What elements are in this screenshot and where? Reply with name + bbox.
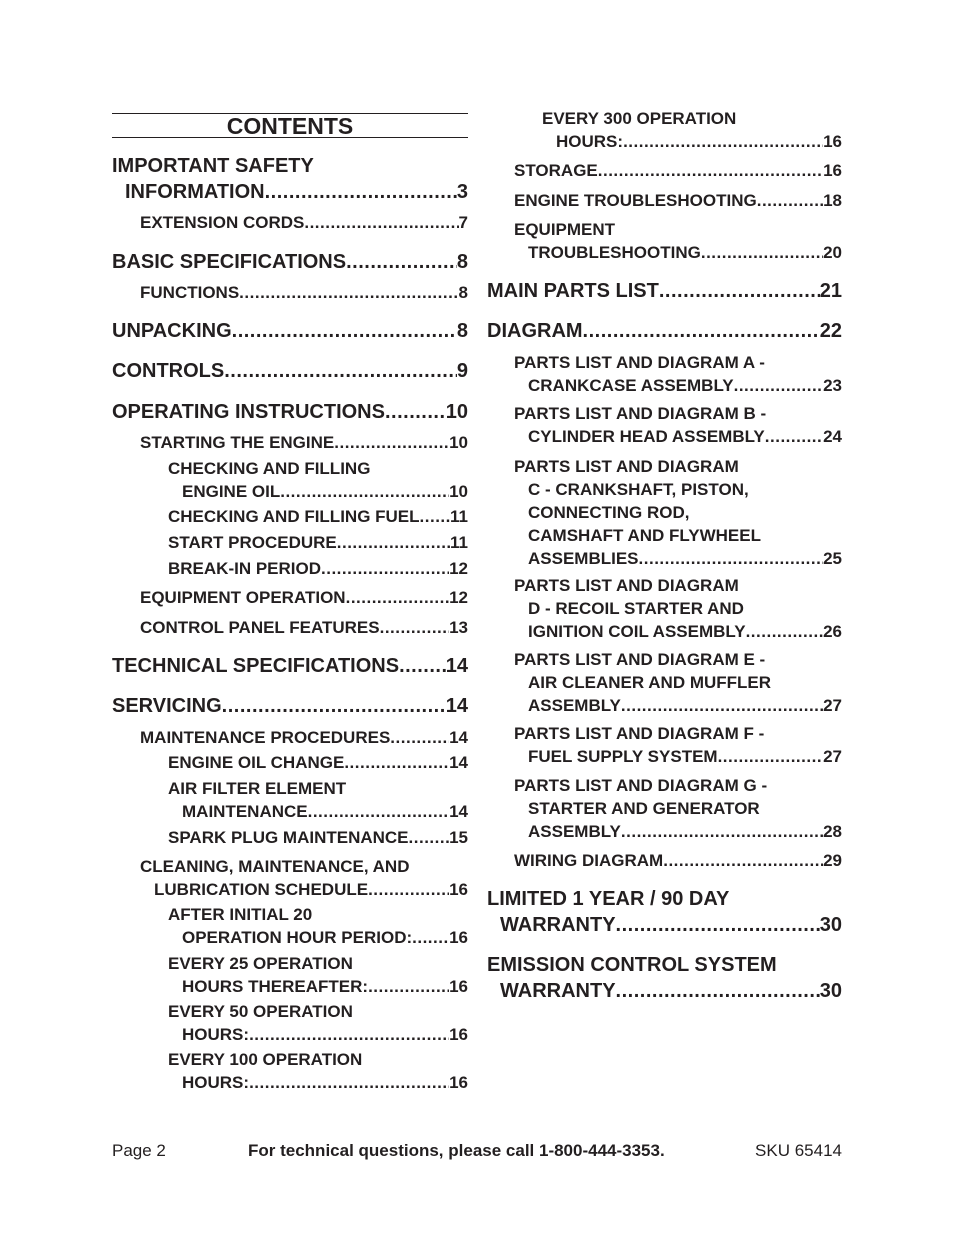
toc-entry-controls[interactable] <box>112 358 468 384</box>
leader-dots <box>621 820 823 843</box>
toc-entry-title: MAINTENANCE PROCEDURES <box>140 728 391 747</box>
toc-entry-title: STARTER AND GENERATOR <box>528 799 760 818</box>
toc-entry-diagram-f[interactable] <box>514 722 842 768</box>
toc-entry-page: 10 <box>445 401 468 423</box>
leader-dots <box>368 878 449 901</box>
toc-entry-title: MAIN PARTS LIST <box>487 280 659 302</box>
toc-entry-page: 13 <box>449 618 468 637</box>
toc-entry-wiring-diagram[interactable] <box>514 849 842 872</box>
toc-entry-title: HOURS: <box>182 1025 250 1044</box>
leader-dots <box>249 1023 449 1046</box>
toc-entry-title: MAINTENANCE <box>182 802 308 821</box>
leader-dots <box>390 726 449 749</box>
toc-entry-title: PARTS LIST AND DIAGRAM E - <box>514 650 766 669</box>
toc-entry-title: UNPACKING <box>112 320 232 342</box>
toc-entry-page: 12 <box>449 559 468 578</box>
toc-entry-diagram-e[interactable] <box>514 648 842 717</box>
toc-entry-title: OPERATING INSTRUCTIONS <box>112 401 385 423</box>
toc-entry-title: STARTING THE ENGINE <box>140 433 335 452</box>
leader-dots <box>734 374 823 397</box>
toc-entry-page: 27 <box>823 696 842 715</box>
leader-dots <box>757 189 823 212</box>
leader-dots <box>639 547 824 570</box>
toc-entry-title: FUNCTIONS <box>140 283 240 302</box>
toc-entry-title: C - CRANKSHAFT, PISTON, <box>528 480 749 499</box>
leader-dots <box>308 800 449 823</box>
leader-dots <box>344 751 449 774</box>
leader-dots <box>412 926 449 949</box>
toc-entry-title: EXTENSION CORDS <box>140 213 305 232</box>
toc-entry-page: 15 <box>449 828 468 847</box>
toc-entry-page: 16 <box>449 880 468 899</box>
toc-entry-title: EQUIPMENT OPERATION <box>140 588 346 607</box>
toc-entry-page: 16 <box>449 928 468 947</box>
toc-entry-title: CYLINDER HEAD ASSEMBLY <box>528 427 765 446</box>
toc-entry-title: CHECKING AND FILLING <box>168 459 371 478</box>
leader-dots <box>746 620 824 643</box>
toc-entry-operating-instructions[interactable] <box>112 399 468 425</box>
leader-dots <box>368 975 449 998</box>
leader-dots <box>399 653 446 679</box>
toc-entry-title: BASIC SPECIFICATIONS <box>112 251 347 273</box>
toc-entry-title: ASSEMBLY <box>528 696 621 715</box>
toc-entry-emission-warranty[interactable] <box>487 952 842 1004</box>
leader-dots <box>765 425 823 448</box>
toc-entry-title: AIR CLEANER AND MUFFLER <box>528 673 772 692</box>
toc-entry-title: EVERY 50 OPERATION <box>168 1002 353 1021</box>
tech-support-line: For technical questions, please call 1-800-444-3353. <box>248 1141 665 1160</box>
toc-entry-basic-specifications[interactable] <box>112 249 468 275</box>
toc-entry-title: D - RECOIL STARTER AND <box>528 599 744 618</box>
toc-entry-page: 22 <box>819 320 842 342</box>
leader-dots <box>623 130 823 153</box>
toc-entry-checking-filling-fuel[interactable] <box>168 505 468 528</box>
toc-entry-engine-oil-change[interactable] <box>168 751 468 774</box>
toc-entry-title: FUEL SUPPLY SYSTEM <box>528 747 718 766</box>
toc-entry-title: AIR FILTER ELEMENT <box>168 779 347 798</box>
toc-entry-page: 14 <box>449 753 468 772</box>
toc-entry-page: 20 <box>823 243 842 262</box>
toc-entry-page: 16 <box>449 1073 468 1092</box>
toc-entry-engine-troubleshooting[interactable] <box>514 189 842 212</box>
toc-entry-page: 18 <box>823 191 842 210</box>
toc-entry-page: 10 <box>449 433 468 452</box>
toc-entry-title: CAMSHAFT AND FLYWHEEL <box>528 526 761 545</box>
page-number: Page 2 <box>112 1141 166 1160</box>
leader-dots <box>409 826 450 849</box>
toc-entry-main-parts-list[interactable] <box>487 278 842 304</box>
toc-entry-title: WARRANTY <box>500 914 616 936</box>
toc-entry-page: 29 <box>823 851 842 870</box>
toc-entry-title: EVERY 25 OPERATION <box>168 954 353 973</box>
toc-entry-title: TECHNICAL SPECIFICATIONS <box>112 655 400 677</box>
toc-entry-page: 7 <box>458 213 468 232</box>
toc-entry-important-safety[interactable] <box>112 153 468 205</box>
toc-entry-every-300[interactable] <box>542 107 842 153</box>
toc-entry-page: 8 <box>456 251 468 273</box>
toc-entry-title: PARTS LIST AND DIAGRAM <box>514 576 739 595</box>
toc-entry-servicing[interactable] <box>112 693 468 719</box>
toc-entry-extension-cords[interactable] <box>140 211 468 234</box>
toc-entry-title: ENGINE OIL CHANGE <box>168 753 345 772</box>
leader-dots <box>280 480 449 503</box>
toc-entry-after-initial-20[interactable] <box>168 903 468 949</box>
leader-dots <box>621 694 823 717</box>
toc-entry-title: CONTROLS <box>112 360 225 382</box>
toc-entry-every-50[interactable] <box>168 1000 468 1046</box>
toc-entry-page: 10 <box>449 482 468 501</box>
toc-entry-limited-warranty[interactable] <box>487 886 842 938</box>
toc-entry-title: HOURS: <box>556 132 624 151</box>
toc-entry-diagram-g[interactable] <box>514 774 842 843</box>
toc-entry-page: 11 <box>450 533 468 552</box>
toc-entry-page: 14 <box>449 728 468 747</box>
page-footer <box>112 1140 842 1162</box>
toc-entry-maintenance-procedures[interactable] <box>140 726 468 749</box>
toc-entry-page: 23 <box>823 376 842 395</box>
toc-entry-title: ASSEMBLY <box>528 822 621 841</box>
toc-entry-page: 14 <box>449 802 468 821</box>
toc-entry-title: INFORMATION <box>125 181 265 203</box>
toc-entry-page: 16 <box>823 132 842 151</box>
toc-entry-title: LUBRICATION SCHEDULE <box>154 880 369 899</box>
toc-entry-title: ASSEMBLIES <box>528 549 639 568</box>
toc-entry-page: 28 <box>823 822 842 841</box>
leader-dots <box>239 281 458 304</box>
toc-entry-control-panel-features[interactable] <box>140 616 468 639</box>
toc-entry-title: CHECKING AND FILLING FUEL <box>168 507 420 526</box>
toc-entry-title: PARTS LIST AND DIAGRAM F - <box>514 724 765 743</box>
toc-entry-title: CONNECTING ROD, <box>528 503 690 522</box>
toc-entry-page: 26 <box>823 622 842 641</box>
toc-entry-title: IMPORTANT SAFETY <box>112 155 314 177</box>
toc-entry-title: STORAGE <box>514 161 598 180</box>
toc-entry-title: WIRING DIAGRAM <box>514 851 664 870</box>
toc-entry-diagram-c[interactable] <box>514 455 842 570</box>
leader-dots <box>222 693 446 719</box>
toc-entry-page: 8 <box>458 283 468 302</box>
leader-dots <box>224 358 457 384</box>
toc-entry-page: 9 <box>456 360 468 382</box>
toc-entry-page: 30 <box>819 980 842 1002</box>
leader-dots <box>304 211 458 234</box>
toc-entry-page: 16 <box>823 161 842 180</box>
toc-entry-page: 16 <box>449 1025 468 1044</box>
toc-entry-every-100[interactable] <box>168 1048 468 1094</box>
toc-entry-diagram-b[interactable] <box>514 402 842 448</box>
leader-dots <box>249 1071 449 1094</box>
leader-dots <box>385 399 446 425</box>
toc-entry-page: 25 <box>823 549 842 568</box>
leader-dots <box>337 531 450 554</box>
leader-dots <box>334 431 449 454</box>
toc-entry-title: SERVICING <box>112 695 222 717</box>
toc-entry-title: EMISSION CONTROL SYSTEM <box>487 954 777 976</box>
toc-entry-title: EQUIPMENT <box>514 220 616 239</box>
leader-dots <box>346 249 457 275</box>
leader-dots <box>718 745 824 768</box>
toc-entry-title: ENGINE TROUBLESHOOTING <box>514 191 757 210</box>
toc-entry-title: CRANKCASE ASSEMBLY <box>528 376 734 395</box>
toc-entry-spark-plug-maintenance[interactable] <box>168 826 468 849</box>
toc-entry-title: ENGINE OIL <box>182 482 281 501</box>
toc-entry-page: 11 <box>450 507 468 526</box>
toc-entry-break-in-period[interactable] <box>168 557 468 580</box>
sku-label: SKU 65414 <box>755 1141 842 1160</box>
toc-entry-every-25[interactable] <box>168 952 468 998</box>
leader-dots <box>232 318 457 344</box>
toc-entry-title: BREAK-IN PERIOD <box>168 559 322 578</box>
toc-entry-page: 3 <box>456 181 468 203</box>
leader-dots <box>583 318 820 344</box>
toc-entry-air-filter-maintenance[interactable] <box>168 777 468 823</box>
leader-dots <box>663 849 823 872</box>
toc-entry-title: EVERY 300 OPERATION <box>542 109 737 128</box>
toc-entry-page: 21 <box>819 280 842 302</box>
toc-entry-diagram-a[interactable] <box>514 351 842 397</box>
toc-entry-page: 14 <box>445 655 468 677</box>
toc-entry-title: START PROCEDURE <box>168 533 337 552</box>
toc-entry-unpacking[interactable] <box>112 318 468 344</box>
leader-dots <box>420 505 450 528</box>
toc-entry-title: PARTS LIST AND DIAGRAM <box>514 457 739 476</box>
toc-entry-technical-specifications[interactable] <box>112 653 468 679</box>
toc-entry-page: 24 <box>823 427 842 446</box>
toc-entry-title: AFTER INITIAL 20 <box>168 905 313 924</box>
toc-entry-title: OPERATION HOUR PERIOD: <box>182 928 413 947</box>
leader-dots <box>380 616 449 639</box>
leader-dots <box>616 978 820 1004</box>
toc-entry-title: DIAGRAM <box>487 320 583 342</box>
toc-entry-cleaning-schedule[interactable] <box>140 855 468 901</box>
toc-entry-title: EVERY 100 OPERATION <box>168 1050 363 1069</box>
toc-entry-page: 14 <box>445 695 468 717</box>
leader-dots <box>616 912 820 938</box>
contents-heading: CONTENTS <box>112 113 468 138</box>
leader-dots <box>321 557 449 580</box>
toc-entry-page: 8 <box>456 320 468 342</box>
toc-entry-page: 30 <box>819 914 842 936</box>
toc-entry-title: WARRANTY <box>500 980 616 1002</box>
toc-entry-equipment-operation[interactable] <box>140 586 468 609</box>
leader-dots <box>659 278 820 304</box>
toc-entry-checking-filling-oil[interactable] <box>168 457 468 503</box>
toc-entry-title: HOURS THEREAFTER: <box>182 977 369 996</box>
toc-entry-title: PARTS LIST AND DIAGRAM G - <box>514 776 768 795</box>
toc-entry-storage[interactable] <box>514 159 842 182</box>
leader-dots <box>265 179 457 205</box>
leader-dots <box>346 586 449 609</box>
toc-entry-title: LIMITED 1 YEAR / 90 DAY <box>487 888 730 910</box>
leader-dots <box>598 159 823 182</box>
leader-dots <box>701 241 823 264</box>
toc-entry-starting-engine[interactable] <box>140 431 468 454</box>
toc-entry-title: SPARK PLUG MAINTENANCE <box>168 828 409 847</box>
toc-entry-functions[interactable] <box>140 281 468 304</box>
toc-entry-title: CLEANING, MAINTENANCE, AND <box>140 857 410 876</box>
toc-entry-title: CONTROL PANEL FEATURES <box>140 618 380 637</box>
toc-entry-title: PARTS LIST AND DIAGRAM A - <box>514 353 765 372</box>
toc-entry-title: HOURS: <box>182 1073 250 1092</box>
toc-entry-title: IGNITION COIL ASSEMBLY <box>528 622 746 641</box>
toc-entry-page: 16 <box>449 977 468 996</box>
toc-entry-diagram-d[interactable] <box>514 574 842 643</box>
toc-entry-page: 27 <box>823 747 842 766</box>
toc-entry-start-procedure[interactable] <box>168 531 468 554</box>
toc-entry-title: PARTS LIST AND DIAGRAM B - <box>514 404 767 423</box>
toc-entry-diagram[interactable] <box>487 318 842 344</box>
toc-entry-equipment-troubleshooting[interactable] <box>514 218 842 264</box>
toc-entry-title: TROUBLESHOOTING <box>528 243 701 262</box>
toc-entry-page: 12 <box>449 588 468 607</box>
